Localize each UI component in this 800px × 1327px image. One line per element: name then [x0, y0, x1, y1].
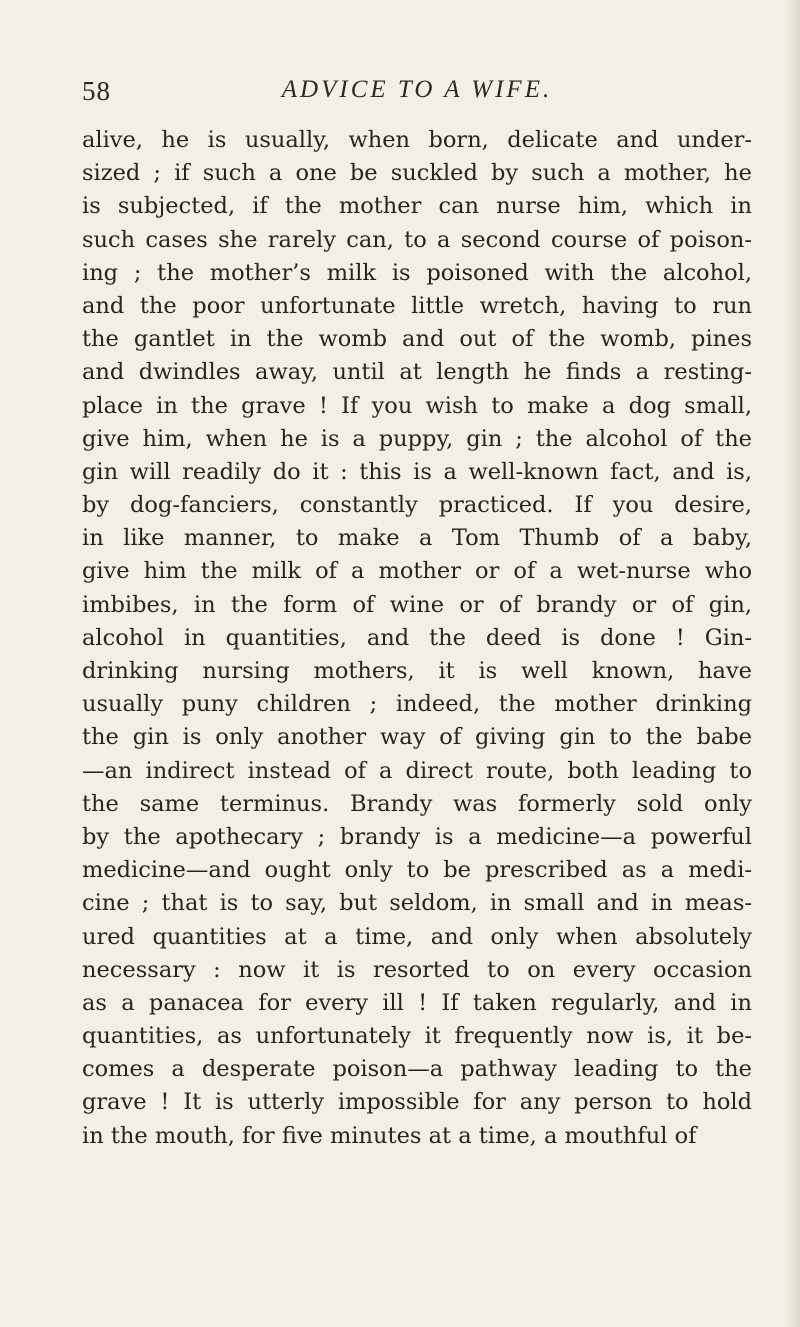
text-line: the gantlet in the womb and out of the womb, pines — [82, 326, 752, 353]
text-line: medicine—and ought only to be prescribed as a medi- — [82, 857, 752, 884]
running-head — [82, 76, 752, 108]
text-line: give him the milk of a mother or of a wet-nurse who — [82, 558, 752, 585]
text-line: ured quantities at a time, and only when absolutely — [82, 923, 752, 950]
text-line: imbibes, in the form of wine or of brandy or of gin, — [82, 591, 752, 618]
text-line: necessary : now it is resorted to on every occasion — [82, 956, 752, 983]
text-line: by the apothecary ; brandy is a medicine—a powerful — [82, 823, 752, 850]
text-line: place in the grave ! If you wish to make a dog small, — [82, 392, 752, 419]
text-line: gin will readily do it : this is a well-known fact, and is, — [82, 458, 752, 485]
page-edge-shadow — [786, 0, 800, 1327]
text-line: in like manner, to make a Tom Thumb of a baby, — [82, 525, 752, 552]
text-line: comes a desperate poison—a pathway leading to the — [82, 1056, 752, 1083]
text-line: alive, he is usually, when born, delicate and under- — [82, 127, 752, 153]
text-line: —an indirect instead of a direct route, both leading to — [82, 757, 752, 784]
text-line: such cases she rarely can, to a second course of poison- — [82, 226, 752, 253]
text-line: the gin is only another way of giving gin to the babe — [82, 724, 752, 751]
text-line: alcohol in quantities, and the deed is done ! Gin- — [82, 624, 752, 651]
text-line: grave ! It is utterly impossible for any person to hold — [82, 1089, 752, 1116]
text-line: the same terminus. Brandy was formerly sold only — [82, 790, 752, 817]
text-line: quantities, as unfortunately it frequently now is, it be- — [82, 1023, 752, 1050]
text-line: by dog-fanciers, constantly practiced. If you desire, — [82, 492, 752, 519]
body-text — [82, 124, 752, 1153]
text-line: usually puny children ; indeed, the mother drinking — [82, 691, 752, 718]
text-line: and dwindles away, until at length he finds a resting- — [82, 359, 752, 386]
text-line: ing ; the mother’s milk is poisoned with the alcohol, — [82, 259, 752, 286]
text-line: sized ; if such a one be suckled by such a mother, he — [82, 160, 752, 187]
text-line: cine ; that is to say, but seldom, in small and in meas- — [82, 890, 752, 917]
text-line: give him, when he is a puppy, gin ; the alcohol of the — [82, 425, 752, 452]
text-line: in the mouth, for five minutes at a time, a mouthful of — [82, 1122, 697, 1149]
text-line: as a panacea for every ill ! If taken regularly, and in — [82, 989, 752, 1016]
text-line: and the poor unfortunate little wretch, having to run — [82, 292, 752, 319]
page-number: 58 — [82, 76, 111, 106]
running-title: ADVICE TO A WIFE. — [281, 76, 553, 103]
text-line: is subjected, if the mother can nurse him, which in — [82, 193, 752, 220]
text-line: drinking nursing mothers, it is well known, have — [82, 658, 752, 684]
